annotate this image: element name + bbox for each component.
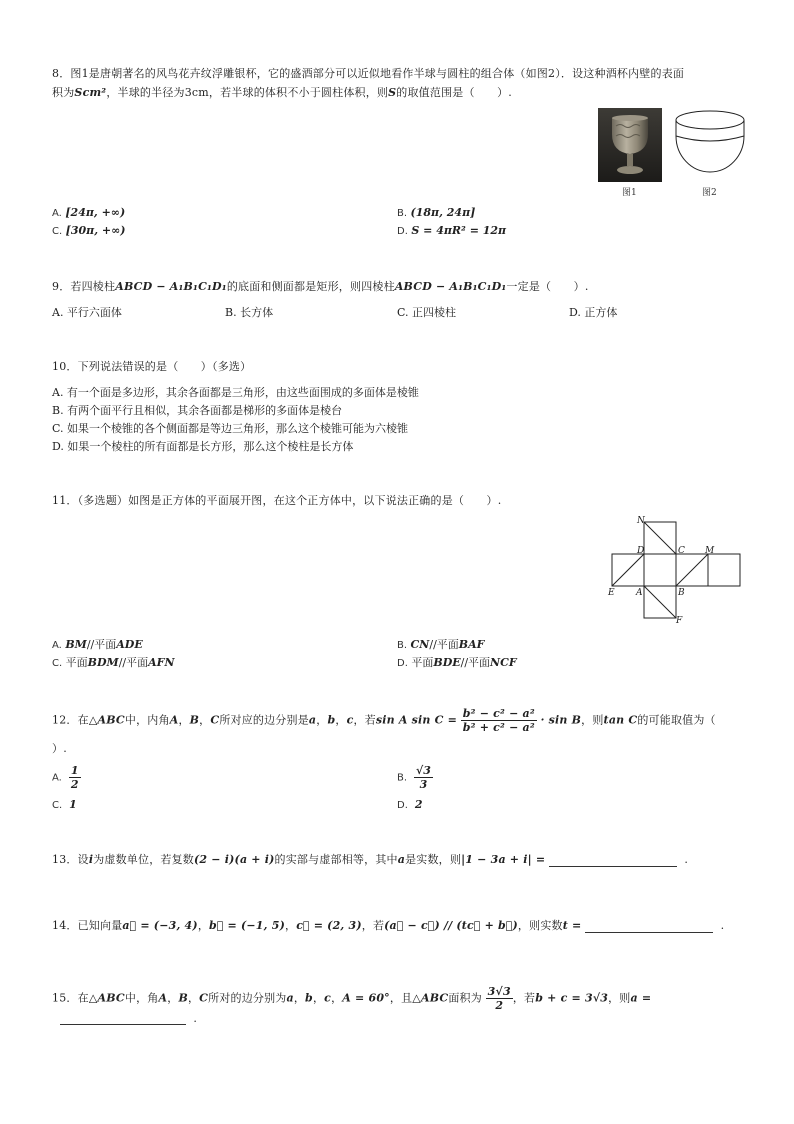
q14-answer-blank[interactable] [585, 920, 713, 933]
q12-option-c: C. 1 [52, 798, 77, 811]
cube-net-figure [600, 514, 750, 630]
silver-cup-photo [598, 108, 662, 182]
cube-label-m: M [705, 546, 715, 556]
q11-stem: 11．（多选题）如图是正方体的平面展开图，在这个正方体中，以下说法正确的是（ ）. [52, 494, 502, 507]
fig1-caption: 图1 [622, 188, 637, 198]
q8-option-a: A. [24π, +∞) [52, 206, 126, 219]
q8-option-b: B. (18π, 24π] [397, 206, 476, 219]
q10-option-a: A. 有一个面是多边形，其余各面都是三角形，由这些面围成的多面体是棱锥 [52, 386, 419, 399]
q11-option-d: D. 平面BDE//平面NCF [397, 656, 517, 669]
q11-option-a: A. BM//平面ADE [52, 638, 143, 651]
q10-option-b: B. 有两个面平行且相似，其余各面都是梯形的多面体是棱台 [52, 404, 343, 417]
q9-option-d: D. 正方体 [569, 306, 618, 319]
q9-stem: 9．若四棱柱ABCD − A₁B₁C₁D₁的底面和侧面都是矩形，则四棱柱ABCD − A₁B₁C₁D₁一定是（ ）. [52, 280, 589, 293]
cube-label-d: D [637, 546, 645, 556]
q15-answer-blank[interactable] [60, 1012, 186, 1025]
q8-option-d: D. S = 4πR² = 12π [397, 224, 507, 237]
cube-label-a: A [636, 588, 643, 598]
q9-option-c: C. 正四棱柱 [397, 306, 457, 319]
q8-option-c: C. [30π, +∞) [52, 224, 126, 237]
q8-line1: 8．图1是唐朝著名的风鸟花卉纹浮雕银杯，它的盛酒部分可以近似地看作半球与圆柱的组合体（如图2）．设这种酒杯内壁的表面 [52, 67, 685, 80]
q11-option-b: B. CN//平面BAF [397, 638, 485, 651]
cube-label-f: F [676, 616, 683, 626]
q14-stem: 14．已知向量a⃗ = (−3, 4)，b⃗ = (−1, 5)，c⃗ = (2, 3)，若(a⃗ − c⃗) // (tc⃗ + b⃗)，则实数t = . [52, 919, 725, 932]
q12-stem: 12．在△ABC中，内角A，B，C所对应的边分别是a，b，c，若sin A sin C = $\frac{\text{b² − c² − a²}}{\text{b² + c² − a²}}$ · sin B，则tan C的可能取值为（ [52, 707, 716, 734]
q11-option-c: C. 平面BDM//平面AFN [52, 656, 175, 669]
q13-answer-blank[interactable] [549, 854, 677, 867]
fig2-caption: 图2 [702, 188, 717, 198]
cube-label-e: E [608, 588, 615, 598]
q13-stem: 13．设i为虚数单位，若复数(2 − i)(a + i)的实部与虚部相等，其中a是实数，则|1 − 3a + i| = . [52, 853, 689, 866]
q12-option-b: B. $\frac{√3}{3}$ [397, 764, 431, 791]
cube-label-n: N [637, 516, 645, 526]
q12-option-a: A. $\frac{1}{2}$ [52, 764, 79, 791]
q15-answer-line: . [60, 1012, 197, 1025]
cube-label-c: C [678, 546, 685, 556]
q12-option-d: D. 2 [397, 798, 423, 811]
q15-area-fraction: $\frac{3√3}{2}$ [487, 985, 511, 1012]
q10-stem: 10．下列说法错误的是（ ）（多选） [52, 360, 252, 373]
q12-line2: ）. [52, 742, 67, 755]
q8-line2: 积为Scm²，半球的半径为3cm，若半球的体积不小于圆柱体积，则S的取值范围是（ ）. [52, 86, 512, 99]
q12-fraction: $\frac{\text{b² − c² − a²}}{\text{b² + c² − a²}}$ [462, 707, 535, 734]
q10-option-d: D. 如果一个棱柱的所有面都是长方形，那么这个棱柱是长方体 [52, 440, 354, 453]
q9-option-a: A. 平行六面体 [52, 306, 122, 319]
q9-option-b: B. 长方体 [225, 306, 274, 319]
q10-option-c: C. 如果一个棱锥的各个侧面都是等边三角形，那么这个棱锥可能为六棱锥 [52, 422, 409, 435]
q15-stem: 15．在△ABC中，角A，B，C所对的边分别为a，b，c，A = 60°，且△ABC面积为 $\frac{3√3}{2}$ ，若b + c = 3√3，则a = [52, 985, 652, 1012]
cube-label-b: B [678, 588, 685, 598]
hemisphere-cylinder-figure [672, 104, 748, 178]
